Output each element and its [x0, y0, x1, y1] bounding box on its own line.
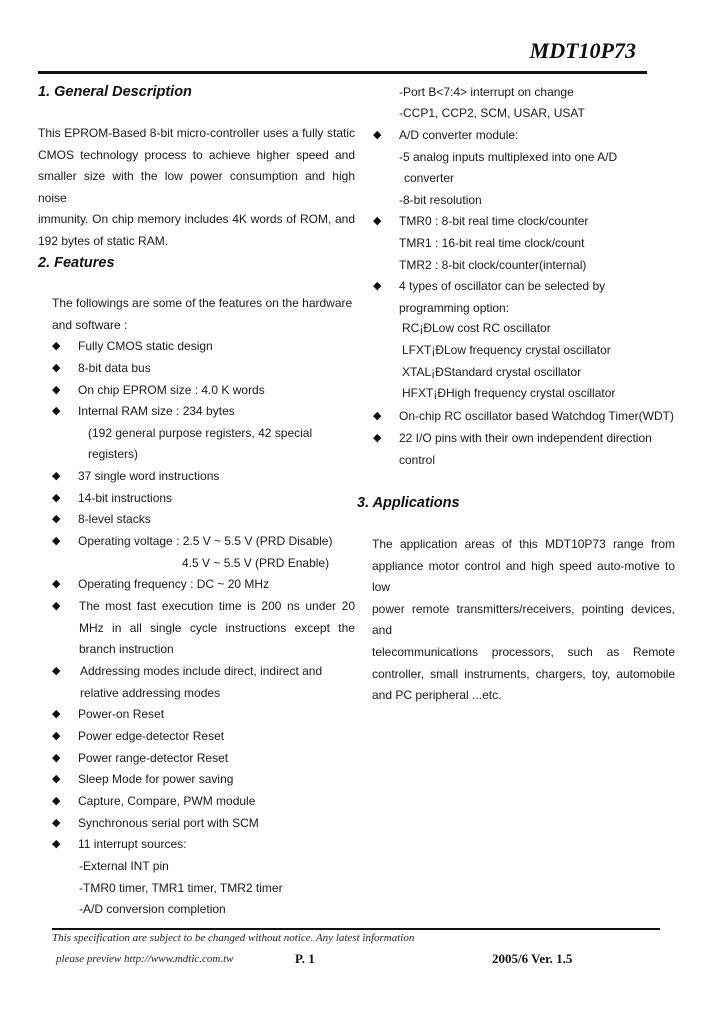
section-heading-applications: 3. Applications [357, 495, 460, 511]
feature-item: Power edge-detector Reset [78, 729, 225, 743]
paragraph-line: power remote transmitters/receivers, pointing devices, and [372, 601, 675, 638]
bullet-icon: ◆ [52, 795, 61, 807]
feature-item: Power-on Reset [78, 707, 165, 721]
feature-item: Addressing modes include direct, indirect and [80, 664, 323, 678]
feature-item-continuation: (192 general purpose registers, 42 special [88, 426, 313, 440]
bullet-icon: ◆ [52, 405, 61, 417]
feature-item: Fully CMOS static design [78, 339, 213, 353]
bullet-icon: ◆ [52, 752, 61, 764]
bullet-icon: ◆ [52, 362, 61, 374]
bullet-icon: ◆ [52, 773, 61, 785]
feature-item-continuation: registers) [88, 447, 139, 461]
bullet-icon: ◆ [52, 665, 61, 677]
feature-item: Power range-detector Reset [78, 751, 229, 765]
general-description-paragraph [38, 123, 355, 253]
feature-item-continuation: control [399, 453, 436, 467]
feature-item: 37 single word instructions [78, 469, 220, 483]
feature-item: Operating voltage : 2.5 V ~ 5.5 V (PRD Disable) [78, 534, 333, 548]
feature-item: A/D converter module: [399, 128, 519, 142]
paragraph-line: and PC peripheral ...etc. [372, 688, 502, 703]
feature-subitem: -CCP1, CCP2, SCM, USAR, USAT [399, 106, 585, 120]
feature-subitem: -External INT pin [79, 859, 169, 873]
features-intro-line: and software : [52, 318, 128, 332]
footer-notice: This specification are subject to be changed without notice. Any latest information [52, 932, 415, 944]
paragraph-line: immunity. On chip memory includes 4K words of ROM, and [38, 212, 355, 227]
feature-item-continuation: TMR1 : 16-bit real time clock/count [399, 236, 585, 250]
bullet-icon: ◆ [52, 492, 61, 504]
feature-item: 22 I/O pins with their own independent direction [399, 431, 652, 445]
feature-item-multiline [79, 596, 355, 661]
bullet-icon: ◆ [373, 280, 382, 292]
feature-item: 8-level stacks [78, 512, 151, 526]
paragraph-line: controller, small instruments, chargers, toy, automobile [372, 666, 675, 681]
feature-item-line: MHz in all single cycle instructions except the [79, 620, 355, 635]
feature-subitem: -8-bit resolution [399, 193, 482, 207]
feature-item-continuation: relative addressing modes [80, 686, 221, 700]
feature-item-continuation: programming option: [399, 301, 510, 315]
section-heading-features: 2. Features [38, 255, 115, 271]
version-label: 2005/6 Ver. 1.5 [492, 951, 573, 966]
bullet-icon: ◆ [52, 470, 61, 482]
paragraph-line: 192 bytes of static RAM. [38, 233, 169, 248]
bullet-icon: ◆ [52, 578, 61, 590]
footer-preview-link[interactable]: please preview http://www.mdtic.com.tw [56, 953, 234, 965]
bullet-icon: ◆ [52, 708, 61, 720]
feature-item-continuation: converter [404, 171, 455, 185]
feature-item: On chip EPROM size : 4.0 K words [78, 383, 265, 397]
bullet-icon: ◆ [52, 838, 61, 850]
oscillator-option: LFXT¡ÐLow frequency crystal oscillator [402, 343, 611, 357]
document-id: MDT10P73 [529, 38, 636, 63]
paragraph-line: The application areas of this MDT10P73 range from [372, 537, 675, 551]
paragraph-line: smaller size with the low power consumption and high noise [38, 169, 355, 205]
paragraph-line: CMOS technology process to achieve higher speed and [38, 147, 355, 162]
applications-paragraph [372, 534, 675, 707]
feature-item-continuation: TMR2 : 8-bit clock/counter(internal) [399, 258, 587, 272]
bullet-icon: ◆ [52, 513, 61, 525]
oscillator-option: RC¡ÐLow cost RC oscillator [402, 321, 551, 335]
bullet-icon: ◆ [373, 129, 382, 141]
feature-subitem: -Port B<7:4> interrupt on change [399, 85, 574, 99]
header-divider [38, 71, 647, 74]
bullet-icon: ◆ [373, 410, 382, 422]
bullet-icon: ◆ [52, 535, 61, 547]
bullet-icon: ◆ [373, 215, 382, 227]
feature-item: On-chip RC oscillator based Watchdog Timer(WDT) [399, 409, 674, 423]
feature-item: 11 interrupt sources: [78, 837, 187, 851]
section-heading-general-description: 1. General Description [38, 84, 192, 100]
feature-item-line: branch instruction [79, 642, 174, 657]
features-intro-line: The followings are some of the features on the hardware [52, 296, 353, 310]
bullet-icon: ◆ [373, 432, 382, 444]
feature-item: Capture, Compare, PWM module [78, 794, 256, 808]
paragraph-line: telecommunications processors, such as Remote [372, 644, 675, 659]
page-number: P. 1 [295, 951, 315, 966]
feature-item-line: The most fast execution time is 200 ns under 20 [79, 599, 355, 613]
paragraph-line: This EPROM-Based 8-bit micro-controller uses a fully static [38, 126, 355, 140]
feature-item-continuation: 4.5 V ~ 5.5 V (PRD Enable) [182, 556, 330, 570]
bullet-icon: ◆ [52, 600, 61, 612]
bullet-icon: ◆ [52, 817, 61, 829]
bullet-icon: ◆ [52, 384, 61, 396]
feature-item: Internal RAM size : 234 bytes [78, 404, 235, 418]
feature-item: Operating frequency : DC ~ 20 MHz [78, 577, 270, 591]
bullet-icon: ◆ [52, 340, 61, 352]
feature-item: TMR0 : 8-bit real time clock/counter [399, 214, 589, 228]
paragraph-line: appliance motor control and high speed auto-motive to low [372, 558, 675, 595]
footer-divider [52, 928, 660, 930]
feature-item: Sleep Mode for power saving [78, 772, 234, 786]
feature-subitem: -5 analog inputs multiplexed into one A/D [399, 150, 618, 164]
feature-subitem: -TMR0 timer, TMR1 timer, TMR2 timer [79, 881, 283, 895]
oscillator-option: XTAL¡ÐStandard crystal oscillator [402, 365, 582, 379]
bullet-icon: ◆ [52, 730, 61, 742]
feature-subitem: -A/D conversion completion [79, 902, 226, 916]
feature-item: 14-bit instructions [78, 491, 173, 505]
feature-item: 4 types of oscillator can be selected by [399, 279, 606, 293]
feature-item: 8-bit data bus [78, 361, 151, 375]
oscillator-option: HFXT¡ÐHigh frequency crystal oscillator [402, 386, 616, 400]
feature-item: Synchronous serial port with SCM [78, 816, 259, 830]
